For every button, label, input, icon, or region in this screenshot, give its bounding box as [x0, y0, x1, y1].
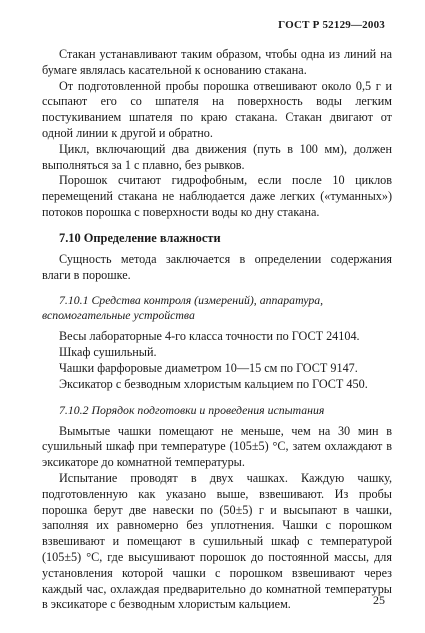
equipment-item: Чашки фарфоровые диаметром 10—15 см по ГОСТ 9147. — [59, 360, 358, 375]
paragraph: Сущность метода заключается в определении содержания влаги в порошке. — [42, 251, 392, 282]
subsection-heading: 7.10.1 Средства контроля (измерений), аппаратура, вспомогательные устройства — [42, 293, 324, 323]
equipment-item: Эксикатор с безводным хлористым кальцием по ГОСТ 450. — [59, 376, 368, 391]
paragraph: Порошок считают гидрофобным, если после 10 циклов перемещений стакана не наблюдается даже легких («туманных») потоков порошка с поверхности воды ко дну стакана. — [42, 173, 392, 219]
paragraph: Испытание проводят в двух чашках. Каждую чашку, подготовленную как указано выше, взвешивают. Из пробы порошка берут две навески по (50±5) г и высыпают в чашки, заполняя их равномерно без уплотнения. Чашки с порошком взвешивают и помещают в сушильный шкаф с температурой (105±5) °С, где высушивают порошок до постоянной массы, для установления которой чашки с порошком взвешивают через каждый час, охлаждая предварительно до комнатной температуры в эксикаторе с безводным хлористым кальцием. — [42, 470, 392, 612]
standard-header: ГОСТ Р 52129—2003 — [278, 19, 385, 31]
paragraph: Стакан устанавливают таким образом, чтобы одна из линий на бумаге являлась касательной к основанию стакана. — [42, 47, 392, 77]
paragraph: Вымытые чашки помещают не меньше, чем на 30 мин в сушильный шкаф при температуре (105±5) °С, затем охлаждают в эксикаторе до комнатной температуры. — [42, 423, 392, 470]
body-text — [42, 47, 392, 613]
subsection-heading: 7.10.2 Порядок подготовки и проведения испытания — [59, 402, 325, 417]
page-number: 25 — [373, 593, 385, 607]
equipment-item: Весы лабораторные 4-го класса точности по ГОСТ 24104. — [59, 329, 360, 344]
paragraph: Цикл, включающий два движения (путь в 100 мм), должен выполняться за 1 с плавно, без рывков. — [42, 141, 392, 172]
paragraph: От подготовленной пробы порошка отвешивают около 0,5 г и ссыпают его со шпателя на поверхность воды легким постукиванием шпателя по краю стакана. Стакан двигают от одной линии к другой и обратно. — [42, 78, 392, 140]
section-heading: 7.10 Определение влажности — [59, 230, 221, 245]
equipment-item: Шкаф сушильный. — [59, 345, 157, 360]
